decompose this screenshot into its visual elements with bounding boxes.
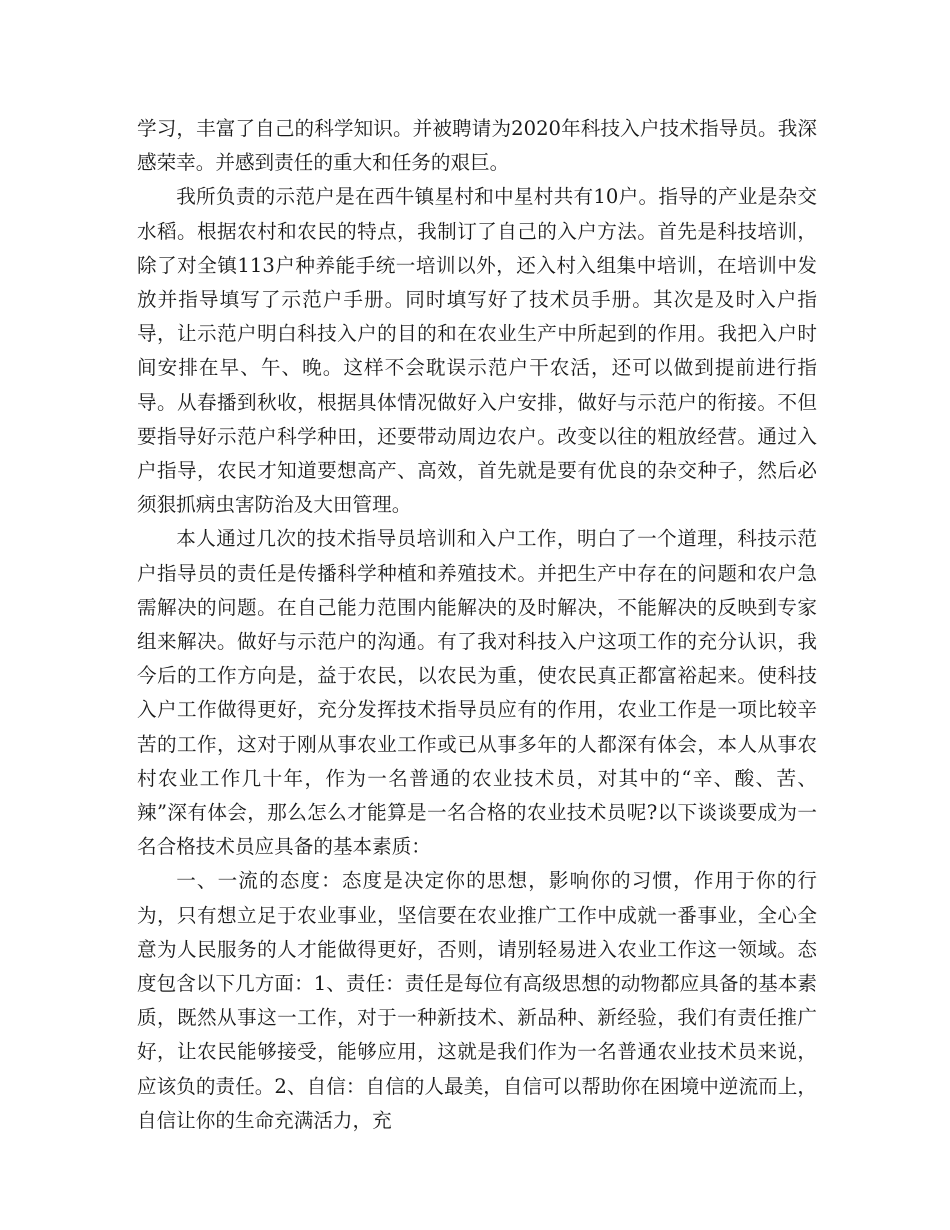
paragraph-2: 我所负责的示范户是在西牛镇星村和中星村共有10户。指导的产业是杂交水稻。根据农村和农民的特点，我制订了自己的入户方法。首先是科技培训，除了对全镇113户种养能手统一培训以外，还入村入组集中培训，在培训中发放并指导填写了示范户手册。同时填写好了技术员手册。其次是及时入户指导，让示范户明白科技入户的目的和在农业生产中所起到的作用。我把入户时间安排在早、午、晚。这样不会耽误示范户干农活，还可以做到提前进行指导。从春播到秋收，根据具体情况做好入户安排，做好与示范户的衔接。不但要指导好示范户科学种田，还要带动周边农户。改变以往的粗放经营。通过入户指导，农民才知道要想高产、高效，首先就是要有优良的杂交种子，然后必须狠抓病虫害防治及大田管理。: [137, 185, 817, 517]
paragraph-4: 一、一流的态度：态度是决定你的思想，影响你的习惯，作用于你的行为，只有想立足于农业事业，坚信要在农业推广工作中成就一番事业，全心全意为人民服务的人才能做得更好，否则，请别轻易进入农业工作这一领域。态度包含以下几方面：1、责任：责任是每位有高级思想的动物都应具备的基本素质，既然从事这一工作，对于一种新技术、新品种、新经验，我们有责任推广好，让农民能够接受，能够应用，这就是我们作为一名普通农业技术员来说，应该负的责任。2、自信：自信的人最美，自信可以帮助你在困境中逆流而上，自信让你的生命充满活力，充: [137, 869, 817, 1132]
document-body: [137, 112, 817, 1138]
paragraph-1: 学习，丰富了自己的科学知识。并被聘请为2020年科技入户技术指导员。我深感荣幸。并感到责任的重大和任务的艰巨。: [137, 117, 817, 175]
paragraph-3: 本人通过几次的技术指导员培训和入户工作，明白了一个道理，科技示范户指导员的责任是传播科学种植和养殖技术。并把生产中存在的问题和农户急需解决的问题。在自己能力范围内能解决的及时解决，不能解决的反映到专家组来解决。做好与示范户的沟通。有了我对科技入户这项工作的充分认识，我今后的工作方向是，益于农民，以农民为重，使农民真正都富裕起来。使科技入户工作做得更好，充分发挥技术指导员应有的作用，农业工作是一项比较辛苦的工作，这对于刚从事农业工作或已从事多年的人都深有体会，本人从事农村农业工作几十年，作为一名普通的农业技术员，对其中的“辛、酸、苦、辣”深有体会，那么怎么才能算是一名合格的农业技术员呢?以下谈谈要成为一名合格技术员应具备的基本素质：: [137, 527, 817, 859]
